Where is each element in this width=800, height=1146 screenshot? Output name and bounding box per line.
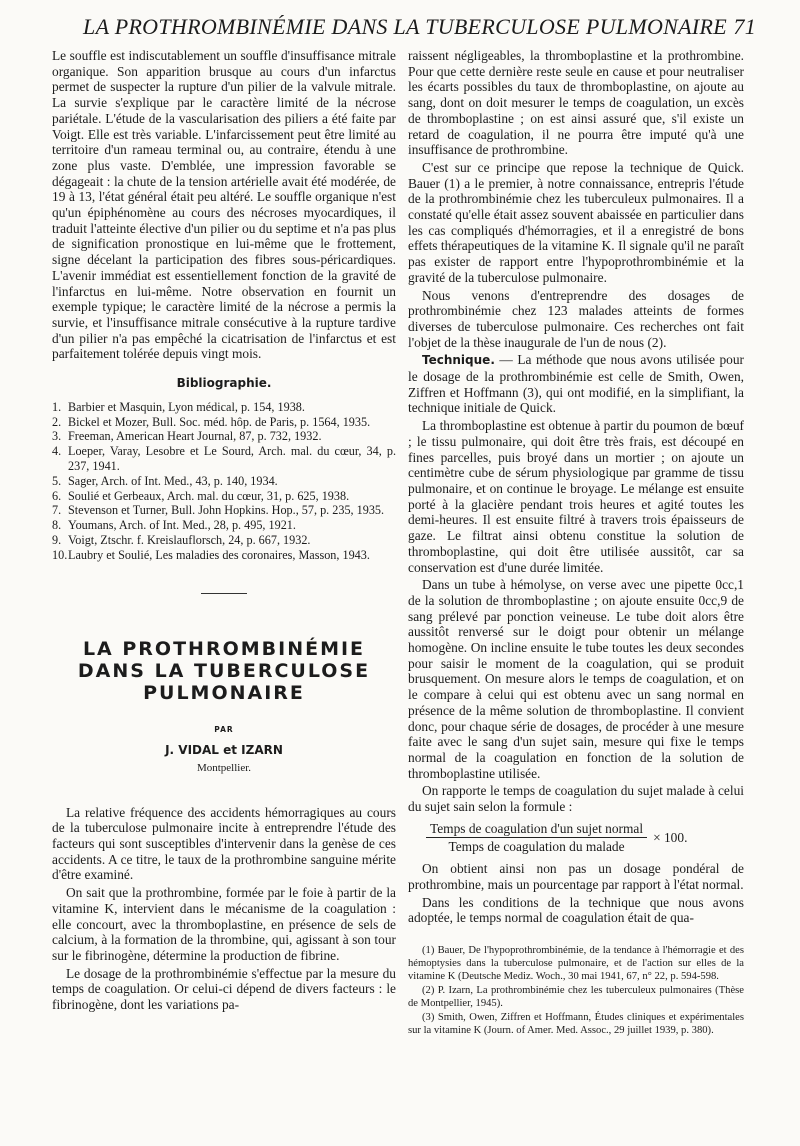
affiliation: Montpellier. [196, 761, 252, 774]
left-column [52, 48, 396, 1015]
formula-numerator: Temps de coagulation d'un sujet normal [426, 821, 647, 839]
footnote: (2) P. Izarn, La prothrombinémie chez les tuberculeux pulmonaires (Thèse de Montpellier, 1945). [408, 984, 744, 1009]
right-column [408, 48, 744, 1038]
footnote: (3) Smith, Owen, Ziffren et Hoffmann, Études cliniques et expérimentales sur la vitamine K (Journ. of Amer. Med. Assoc., 29 juillet 1939, p. 380). [408, 1011, 744, 1036]
formula-fraction [426, 821, 647, 855]
paragraph: On obtient ainsi non pas un dosage pondéral de prothrombine, mais un pourcentage par rapport à l'état normal. [408, 861, 744, 892]
authors: J. VIDAL et IZARN [165, 743, 283, 758]
bibliography-list [52, 400, 396, 563]
bibliography-heading: Bibliographie. [176, 376, 272, 391]
page-number: 71 [733, 14, 756, 39]
paragraph: Le dosage de la prothrombinémie s'effectue par la mesure du temps de coagulation. Or celui-ci dépend de divers facteurs : le fibrinogène, dont les variations pa- [52, 965, 396, 1013]
paragraph: On sait que la prothrombine, formée par le foie à partir de la vitamine K, intervient dans le mécanisme de la coagulation : elle concourt, avec la thromboplastine, en présence de sels de calcium, à la formation de la thrombine, qui, agissant à son tour sur le fibrinogène, détermine la production de fibrine. [52, 885, 396, 963]
section-heading-technique: Technique. [422, 353, 495, 368]
paragraph: Le souffle est indiscutablement un souffle d'insuffisance mitrale organique. Son apparition brusque au cours d'un infarctus permet de suspecter la rupture d'un pilier de la valvule mitrale. La survie s'explique par le caractère limité de la nécrose pariétale. L'étude de la vascularisation des piliers a été faite par Voigt. Elle est très variable. L'infarcissement peut être limité au territoire d'un rameau terminal ou, au contraire, étendu à une zone plus vaste. D'emblée, une impression favorable se dégageait : la chute de la tension artérielle avait été modérée, de 19 à 13, l'état général était peu altéré. Le souffle organique n'est qu'un épiphénomène au cours des nécroses myocardiques, il traduit l'atteinte élective d'un pilier ou du septime et n'a pas plus de signification pronostique en lui-même que le frottement, signe décelant la participation des fibres sous-péricardiques. L'avenir immédiat est essentiellement fonction de la gravité de l'infarctus en lui-même. Notre observation en fournit un exemple typique; le caractère limité de la nécrose a permis la survie, et l'insuffisance mitrale consécutive à la rupture tardive d'un pilier n'a pas empêché la cicatrisation de l'infarctus et est parfaitement tolérée depuis vingt mois. [52, 48, 396, 362]
bibliography-item: 10.Laubry et Soulié, Les maladies des coronaires, Masson, 1943. [52, 547, 370, 562]
paragraph: C'est sur ce principe que repose la technique de Quick. Bauer (1) a le premier, à notre connaissance, entrepris l'étude de la prothrombinémie chez les tuberculeux pulmonaires. Il a constaté qu'elle était assez souvent abaissée en particulier dans les cas compliqués d'hémorragies, et il a enregistré de bons effets thérapeutiques de la vitamine K. Il signale qu'il ne paraît pas exister de rapport entre l'hypoprothrombinémie et la gravité de la tuberculose pulmonaire. [408, 159, 744, 285]
bibliography-item: 2. Bickel et Mozer, Bull. Soc. méd. hôp. de Paris, p. 1564, 1935. [52, 414, 371, 429]
bibliography-item: 3. Freeman, American Heart Journal, 87, p. 732, 1932. [52, 429, 322, 444]
formula [426, 821, 744, 855]
article-title-line: LA PROTHROMBINÉMIE [82, 637, 366, 660]
bibliography-item: 6. Soulié et Gerbeaux, Arch. mal. du cœur, 31, p. 625, 1938. [52, 488, 350, 503]
bibliography-item: 7. Stevenson et Turner, Bull. John Hopkins. Hop., 57, p. 235, 1935. [52, 503, 385, 518]
paragraph: Technique. — La méthode que nous avons utilisée pour le dosage de la prothrombinémie est celle de Smith, Owen, Ziffren et Hoffmann (3), qui ont modifié, en la simplifiant, la technique initiale de Quick. [408, 352, 744, 416]
paragraph: Dans un tube à hémolyse, on verse avec une pipette 0cc,1 de la solution de thromboplastine ; on ajoute ensuite 0cc,9 de sang prélevé par ponction veineuse. Le tube doit alors être aussitôt renversé sur le doigt pour obtenir un mélange homogène. On incline ensuite le tube toutes les deux secondes pour saisir le moment de la coagulation, qui se produit brusquement. On mesure alors le temps de coagulation, et on le compare à celui qui est obtenu avec un sang normal en présence de la même solution de thromboplastine. Il convient donc, pour chaque série de dosages, de procéder à une mesure faite avec le sang d'un sujet sain, mesure qui fixe le temps normal de la coagulation en fonction de la solution de thromboplastine utilisée. [408, 577, 744, 781]
paragraph: Dans les conditions de la technique que nous avons adoptée, le temps normal de coagulation était de qua- [408, 894, 744, 926]
article-title [52, 638, 396, 704]
running-header [0, 14, 800, 46]
paragraph: raissent négligeables, la thromboplastine et la prothrombine. Pour que cette dernière reste seule en cause et pour neutraliser les écarts possibles du taux de thromboplastine, on ajoute au sang, dont on doit mesurer le temps de coagulation, un excès de thromboplastine ; on est ainsi assuré que, s'il existe un retard de coagulation, il ne pourra être imputé qu'à une insuffisance de prothrombine. [408, 48, 744, 158]
paragraph: La relative fréquence des accidents hémorragiques au cours de la tuberculose pulmonaire incite à entreprendre l'étude des facteurs qui sont susceptibles d'intervenir dans la genèse de ces accidents. A ce titre, le taux de la prothrombine sanguine mérite d'être examiné. [52, 804, 396, 883]
running-title: LA PROTHROMBINÉMIE DANS LA TUBERCULOSE PULMONAIRE [83, 14, 727, 39]
bibliography-item: 1. Barbier et Masquin, Lyon médical, p. 154, 1938. [52, 399, 305, 414]
footnote: (1) Bauer, De l'hypoprothrombinémie, de la tendance à l'hémorragie et des hémoptysies dans la tuberculose pulmonaire, et de l'action sur elles de la vitamine K (Deutsche Mediz. Woch., 30 mai 1941, 67, n° 22, p. 594-598. [408, 944, 744, 982]
article-title-line: DANS LA TUBERCULOSE [77, 659, 371, 682]
bibliography-item: 4. Loeper, Varay, Lesobre et Le Sourd, Arch. mal. du cœur, 34, p. 237, 1941. [52, 444, 396, 473]
bibliography-item: 9. Voigt, Ztschr. f. Kreislauflorsch, 24, p. 667, 1932. [52, 532, 311, 547]
paragraph: On rapporte le temps de coagulation du sujet malade à celui du sujet sain selon la formule : [408, 783, 744, 815]
formula-multiplier: × 100. [653, 830, 688, 846]
paragraph: La thromboplastine est obtenue à partir du poumon de bœuf ; le tissu pulmonaire, qui doit être très frais, est découpé en fines parcelles, puis broyé dans un mortier ; on ajoute un centimètre cube de sérum physiologique par gramme de tissu pulmonaire, et on continue le broyage. Le mélange est ensuite porté à la glacière pendant trois heures et agité toutes les demi-heures. Il est ensuite filtré à travers trois épaisseurs de gaze. Le filtrat ainsi obtenu constitue la solution de thromboplastine, qui doit être utilisée aussitôt, car sa conservation est d'une durée limitée. [408, 418, 744, 575]
article-title-line: PULMONAIRE [143, 681, 305, 704]
bibliography-item: 8. Youmans, Arch. of Int. Med., 28, p. 495, 1921. [52, 518, 296, 533]
formula-denominator: Temps de coagulation du malade [448, 839, 625, 855]
section-divider [201, 593, 247, 594]
paragraph: Nous venons d'entreprendre des dosages de prothrombinémie chez 123 malades atteints de formes diverses de tuberculose pulmonaire. Ces recherches ont fait l'objet de la thèse inaugurale de l'un de nous (2). [408, 287, 744, 350]
footnotes [408, 944, 744, 1037]
byline-par: PAR [214, 724, 234, 734]
bibliography-item: 5. Sager, Arch. of Int. Med., 43, p. 140, 1934. [52, 473, 278, 488]
